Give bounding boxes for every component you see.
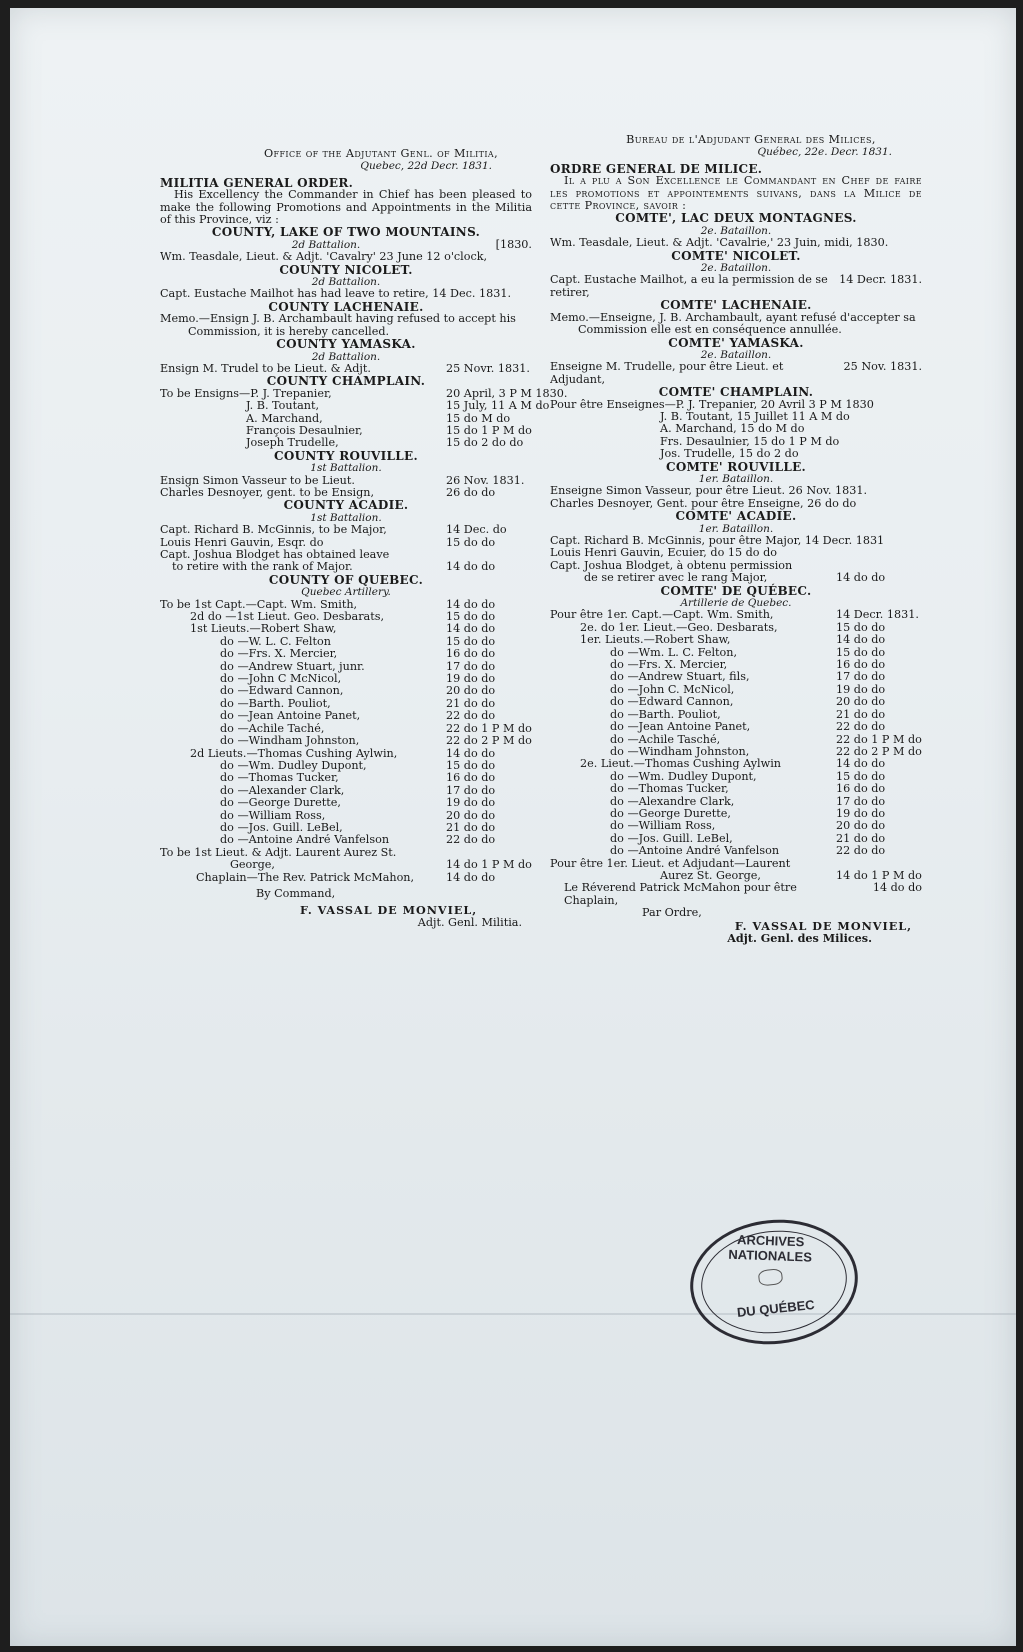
county-heading: COMTE', LAC DEUX MONTAGNES. — [615, 211, 857, 226]
table-row — [550, 436, 922, 448]
row-name: Capt. Richard B. McGinnis, to be Major, — [160, 524, 387, 537]
row-name: do —Jos. Guill. LeBel, — [610, 832, 733, 845]
county-heading: COMTE' DE QUÉBEC. — [660, 583, 812, 598]
by-command: By Command, — [256, 886, 336, 900]
row-date: 20 April, 3 P M 1830. — [446, 386, 568, 400]
row-date: 22 do 1 P M do — [836, 732, 922, 746]
table-row — [550, 671, 922, 683]
entry-date: 14 do 1 P M do — [836, 868, 922, 882]
table-row — [160, 834, 532, 846]
county-heading: COUNTY, LAKE OF TWO MOUNTAINS. — [211, 225, 481, 240]
entry-line: Ensign M. Trudel to be Lieut. & Adjt. — [160, 362, 371, 375]
county-heading: COMTE' CHAMPLAIN. — [658, 385, 814, 400]
row-name: 2e. do 1er. Lieut.—Geo. Desbarats, — [580, 621, 778, 634]
stamp-bottom-text: DU QUÉBEC — [736, 1296, 816, 1320]
row-name: Pour être Enseignes—P. J. Trepanier, 20 Avril 3 P M 1830 — [550, 398, 874, 411]
row-date: 17 do do — [836, 794, 886, 808]
table-row — [550, 547, 922, 559]
table-row — [550, 423, 922, 435]
row-date: 15 July, 11 A M do — [446, 399, 550, 413]
table-row — [550, 758, 922, 770]
battalion-label: 2d Battalion. — [311, 276, 381, 289]
row-date: 15 do 2 do do — [446, 436, 524, 450]
entry-line: Wm. Teasdale, Lieut. & Adjt. 'Cavalry' 23 June 12 o'clock, — [160, 250, 488, 264]
archives-stamp — [684, 1212, 864, 1353]
row-name: de se retirer avec le rang Major, — [584, 572, 768, 585]
row-date: 14 Decr. 1831. — [836, 608, 919, 622]
county-heading: COUNTY ROUVILLE. — [274, 448, 418, 463]
english-column — [160, 147, 568, 929]
row-date: 26 Nov. 1831. — [446, 473, 525, 487]
signature: F. VASSAL DE MONVIEL, — [300, 903, 478, 918]
table-row — [550, 609, 922, 621]
entry-line: Le Réverend Patrick McMahon pour être Chaplain, — [564, 882, 797, 907]
row-name: 2d do —1st Lieut. Geo. Desbarats, — [190, 611, 385, 624]
row-date: 19 do do — [836, 682, 886, 696]
county-heading: COMTE' YAMASKA. — [668, 335, 804, 350]
row-name: do —Wm. Dudley Dupont, — [220, 759, 367, 772]
row-name: do —Windham Johnston, — [610, 745, 750, 758]
regiment-label: Artillerie de Quebec. — [680, 597, 792, 610]
regiment-label: Quebec Artillery. — [301, 586, 391, 599]
row-date: 15 do M do — [446, 411, 511, 425]
entry-line: Capt. Eustache Mailhot, a eu la permission de se retirer, — [550, 274, 828, 299]
artillery-list — [160, 599, 532, 847]
row-name: do —Jean Antoine Panet, — [220, 710, 361, 723]
row-date: 16 do do — [446, 771, 496, 785]
battalion-label: 2d Battalion. — [291, 238, 361, 251]
artillery-list — [550, 609, 922, 857]
entry-line: Chaplain—The Rev. Patrick McMahon, — [196, 871, 415, 884]
entry-line: Pour être 1er. Lieut. et Adjudant—Laurent — [550, 857, 791, 870]
row-name: Capt. Richard B. McGinnis, pour être Major, 14 Decr. 1831 — [550, 535, 885, 547]
table-row — [160, 399, 550, 413]
row-name: do —Frs. X. Mercier, — [610, 659, 728, 672]
rouville-list — [160, 475, 532, 500]
by-command: Par Ordre, — [642, 906, 702, 920]
memo-line: Memo.—Ensign J. B. Archambault having refused to accept his Commission, it is hereby cancelled. — [160, 312, 516, 338]
county-heading: COUNTY NICOLET. — [279, 262, 413, 277]
table-row — [160, 710, 532, 722]
row-name: do —Alexander Clark, — [220, 784, 345, 797]
county-heading: COMTE' LACHENAIE. — [660, 298, 812, 313]
row-date: 14 do do — [446, 746, 496, 760]
row-name: do —Andrew Stuart, junr. — [220, 660, 365, 673]
table-row — [160, 772, 532, 784]
row-name: do —Achile Taché, — [220, 722, 325, 735]
row-name: do —Edward Cannon, — [610, 696, 734, 709]
row-date: 22 do 1 P M do — [446, 721, 532, 735]
row-date: 19 do do — [836, 806, 886, 820]
row-name: do —John C McNicol, — [220, 673, 342, 686]
row-date: 22 do 2 P M do — [836, 744, 922, 758]
table-row — [550, 535, 922, 547]
entry-date: 25 Novr. 1831. — [446, 361, 530, 375]
office-line: Office of the Adjutant Genl. of Militia, — [263, 147, 499, 160]
row-name: To be 1st Capt.—Capt. Wm. Smith, — [160, 598, 358, 611]
county-heading: COUNTY CHAMPLAIN. — [266, 374, 426, 389]
row-date: 19 do do — [446, 796, 496, 810]
county-heading: COMTE' ACADIE. — [675, 509, 797, 524]
table-row — [160, 623, 532, 635]
table-row — [550, 845, 922, 857]
table-row — [550, 572, 922, 584]
row-date: 22 do do — [836, 844, 886, 858]
row-date: 20 do do — [836, 819, 886, 833]
row-date: 14 do do — [836, 571, 886, 585]
signature: F. VASSAL DE MONVIEL, — [734, 918, 912, 933]
order-title: MILITIA GENERAL ORDER. — [160, 175, 354, 190]
table-row — [550, 485, 922, 497]
table-row — [160, 437, 532, 449]
acadie-list — [160, 524, 532, 574]
table-row — [550, 696, 922, 708]
county-heading: COUNTY ACADIE. — [283, 498, 409, 513]
table-row — [550, 411, 922, 423]
date-line: Quebec, 22d Decr. 1831. — [360, 160, 492, 173]
signature-title: Adjt. Genl. des Milices. — [727, 931, 872, 945]
table-row — [160, 648, 532, 660]
table-row — [550, 634, 922, 646]
row-date: 14 do do — [836, 633, 886, 647]
row-name: Enseigne Simon Vasseur, pour être Lieut. 26 Nov. 1831. — [550, 485, 867, 498]
signature-title: Adjt. Genl. Militia. — [417, 915, 522, 929]
ensign-list — [550, 399, 922, 461]
table-row — [160, 561, 532, 573]
county-heading: COMTE' NICOLET. — [671, 248, 801, 263]
battalion-label: 1st Battalion. — [310, 511, 382, 524]
row-date: 16 do do — [836, 782, 886, 796]
entry-line: Capt. Eustache Mailhot has had leave to retire, 14 Dec. 1831. — [160, 287, 512, 301]
row-date: 15 do do — [836, 620, 886, 634]
battalion-label: 1er. Bataillon. — [698, 472, 774, 485]
row-name: do —George Durette, — [220, 797, 341, 810]
table-row — [550, 448, 922, 460]
row-name: Charles Desnoyer, Gent. pour être Enseigne, 26 do do — [550, 497, 857, 510]
office-line: Bureau de l'Adjudant General des Milices, — [626, 133, 876, 146]
row-name: Jos. Trudelle, 15 do 2 do — [660, 448, 799, 461]
row-name: do —Wm. L. C. Felton, — [610, 646, 738, 659]
row-name: do —Alexandre Clark, — [610, 795, 735, 808]
row-name: do —W. L. C. Felton — [220, 635, 331, 648]
table-row — [550, 783, 922, 795]
row-name: do —Andrew Stuart, fils, — [610, 671, 750, 684]
row-name: Pour être 1er. Capt.—Capt. Wm. Smith, — [550, 609, 774, 622]
row-name: 1st Lieuts.—Robert Shaw, — [190, 623, 337, 636]
entry-line: Wm. Teasdale, Lieut. & Adjt. 'Cavalrie,' 23 Juin, midi, 1830. — [550, 236, 889, 250]
row-date: 15 do 1 P M do — [446, 423, 532, 437]
row-name: Joseph Trudelle, — [246, 437, 339, 450]
table-row — [160, 797, 532, 809]
row-date: 15 do do — [446, 610, 496, 624]
row-date: 22 do do — [446, 833, 496, 847]
order-title: ORDRE GENERAL DE MILICE. — [550, 161, 763, 176]
table-row — [550, 721, 922, 733]
row-name: Louis Henri Gauvin, Esqr. do — [160, 536, 324, 549]
row-date: 14 do do — [446, 622, 496, 636]
row-name: do —John C. McNicol, — [610, 683, 735, 696]
entry-date: 14 do do — [872, 881, 922, 895]
row-name: do —Barth. Pouliot, — [220, 697, 331, 710]
entry-date: 14 Decr. 1831. — [839, 273, 922, 287]
entry-date: 25 Nov. 1831. — [843, 360, 922, 374]
row-date: 20 do do — [446, 808, 496, 822]
row-date: 19 do do — [446, 672, 496, 686]
row-name: François Desaulnier, — [246, 424, 363, 437]
entry-line: Aurez St. George, — [660, 869, 761, 882]
row-date: 21 do do — [446, 820, 496, 834]
stamp-top-text: ARCHIVES NATIONALES — [728, 1232, 813, 1265]
entry-date: 14 do 1 P M do — [446, 858, 532, 872]
row-date: 22 do 2 P M do — [446, 734, 532, 748]
french-column — [550, 134, 922, 944]
row-name: A. Marchand, 15 do M do — [660, 423, 805, 436]
year-note: [1830. — [495, 237, 532, 251]
row-name: do —Thomas Tucker, — [220, 772, 339, 785]
ensign-list — [160, 386, 568, 450]
row-name: do —Antoine André Vanfelson — [610, 845, 780, 858]
row-date: 16 do do — [446, 647, 496, 661]
paper-fold — [10, 1313, 1016, 1315]
battalion-label: 2e. Bataillon. — [700, 262, 772, 275]
row-name: do —Windham Johnston, — [220, 735, 360, 748]
table-row — [550, 820, 922, 832]
row-date: 20 do do — [836, 695, 886, 709]
row-name: do —Jos. Guill. LeBel, — [220, 821, 343, 834]
memo-line: Memo.—Enseigne, J. B. Archambault, ayant refusé d'accepter sa Commission elle est en conséquence annullée. — [550, 310, 916, 337]
row-name: A. Marchand, — [246, 412, 323, 425]
row-name: to retire with the rank of Major. — [172, 561, 353, 574]
row-name: do —Antoine André Vanfelson — [220, 834, 390, 847]
row-name: 2d Lieuts.—Thomas Cushing Aylwin, — [190, 747, 398, 760]
row-name: do —Frs. X. Mercier, — [220, 648, 338, 661]
entry-line: To be 1st Lieut. & Adjt. Laurent Aurez St. — [160, 846, 397, 859]
table-row — [160, 537, 532, 549]
date-line: Québec, 22e. Decr. 1831. — [757, 146, 892, 159]
battalion-label: 2e. Bataillon. — [700, 224, 772, 237]
county-heading: COUNTY OF QUEBEC. — [268, 572, 424, 587]
battalion-label: 2e. Bataillon. — [700, 348, 772, 361]
row-name: do —Achile Tasché, — [610, 733, 721, 746]
row-date: 15 do do — [446, 758, 496, 772]
row-name: do —Thomas Tucker, — [610, 783, 729, 796]
row-name: J. B. Toutant, 15 Juillet 11 A M do — [660, 410, 850, 423]
row-date: 22 do do — [446, 709, 496, 723]
table-row — [160, 735, 532, 747]
row-date: 14 do do — [446, 560, 496, 574]
row-date: 14 do do — [446, 597, 496, 611]
entry-line: Enseigne M. Trudelle, pour être Lieut. et Adjudant, — [550, 361, 784, 386]
row-date: 14 do do — [836, 757, 886, 771]
county-heading: COUNTY YAMASKA. — [276, 337, 416, 352]
row-name: Ensign Simon Vasseur to be Lieut. — [160, 474, 355, 487]
county-heading: COUNTY LACHENAIE. — [268, 299, 424, 314]
battalion-label: 1st Battalion. — [310, 462, 382, 475]
row-date: 17 do do — [446, 783, 496, 797]
row-name: Frs. Desaulnier, 15 do 1 P M do — [660, 435, 840, 448]
row-date: 26 do do — [446, 485, 496, 499]
entry-date: 14 do do — [446, 870, 496, 884]
row-date: 16 do do — [836, 658, 886, 672]
entry-line: George, — [230, 859, 275, 872]
row-date: 21 do do — [836, 707, 886, 721]
row-name: do —George Durette, — [610, 807, 731, 820]
row-name: do —William Ross, — [610, 820, 716, 833]
row-date: 15 do do — [836, 769, 886, 783]
intro-paragraph: His Excellency the Commander in Chief has been pleased to make the following Promotions and Appointments in the Militia of this Province, viz : — [160, 188, 532, 227]
row-date: 21 do do — [446, 696, 496, 710]
row-name: do —William Ross, — [220, 809, 326, 822]
county-heading: COMTE' ROUVILLE. — [665, 459, 807, 474]
row-date: 20 do do — [446, 684, 496, 698]
row-name: do —Jean Antoine Panet, — [610, 721, 751, 734]
row-name: 2e. Lieut.—Thomas Cushing Aylwin — [580, 758, 781, 771]
row-date: 17 do do — [446, 659, 496, 673]
row-date: 17 do do — [836, 670, 886, 684]
battalion-label: 1er. Bataillon. — [698, 522, 774, 535]
row-name: Charles Desnoyer, gent. to be Ensign, — [160, 486, 375, 499]
table-row — [160, 685, 532, 697]
row-date: 22 do do — [836, 720, 886, 734]
row-name: J. B. Toutant, — [246, 400, 320, 413]
row-name: do —Barth. Pouliot, — [610, 708, 721, 721]
acadie-list — [550, 535, 922, 585]
row-name: Louis Henri Gauvin, Ecuier, do 15 do do — [550, 547, 777, 560]
row-name: do —Edward Cannon, — [220, 685, 344, 698]
intro-paragraph: Il a plu a Son Excellence le Commandant en Chef de faire les promotions et appointements suivans, dans la Milice de cette Province, savoir : — [550, 174, 922, 213]
row-name: do —Wm. Dudley Dupont, — [610, 770, 757, 783]
row-date: 15 do do — [836, 645, 886, 659]
row-date: 21 do do — [836, 831, 886, 845]
row-date: 15 do do — [446, 535, 496, 549]
row-name: To be Ensigns—P. J. Trepanier, — [160, 387, 332, 400]
table-row — [160, 524, 532, 536]
row-name: Capt. Joshua Blodget has obtained leave — [160, 549, 390, 561]
table-row — [550, 399, 922, 411]
row-date: 15 do do — [446, 634, 496, 648]
row-name: 1er. Lieuts.—Robert Shaw, — [580, 634, 731, 647]
row-date: 14 Dec. do — [446, 523, 507, 537]
document-page — [10, 8, 1016, 1646]
battalion-label: 2d Battalion. — [311, 350, 381, 363]
rouville-list — [550, 485, 922, 510]
row-name: Capt. Joshua Blodget, à obtenu permission — [550, 559, 793, 572]
